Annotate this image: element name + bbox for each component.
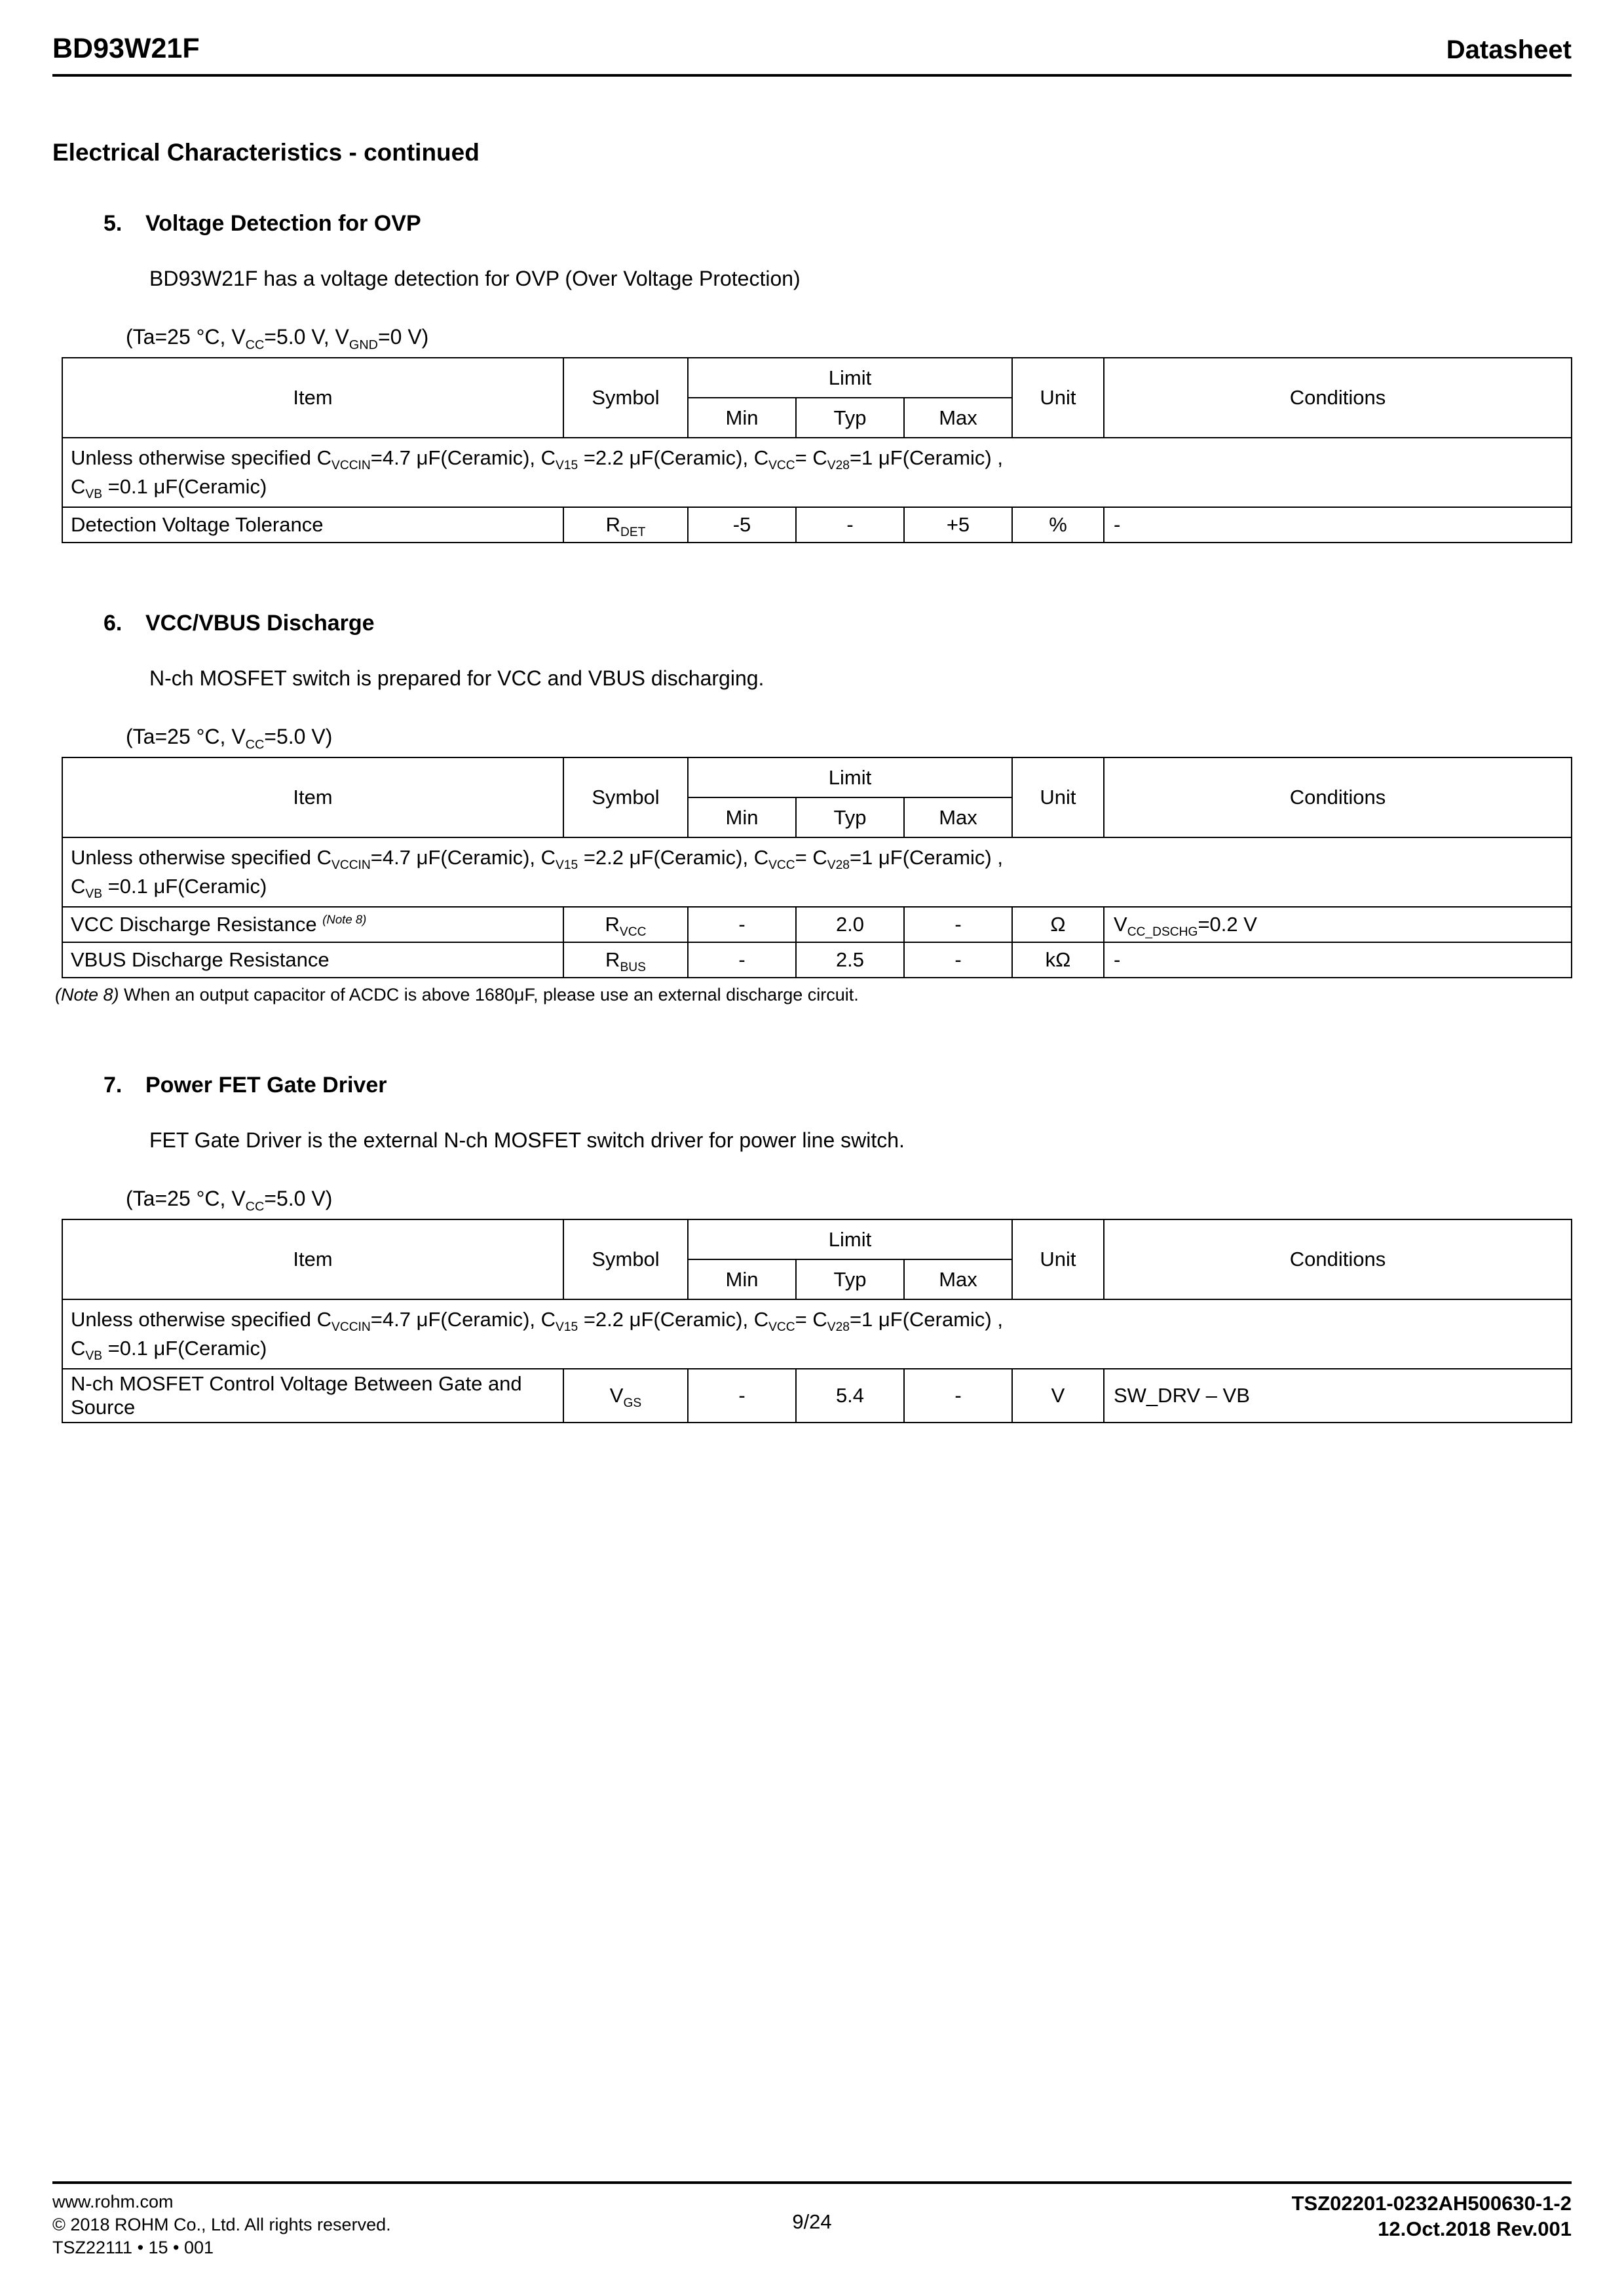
unless-otherwise-row [62,1299,1572,1369]
table-row [62,1369,1572,1423]
footer-url: www.rohm.com [52,2192,174,2211]
col-header-conditions: Conditions [1104,1219,1572,1299]
page-title: Electrical Characteristics - continued [52,139,480,166]
section-title: VCC/VBUS Discharge [145,611,375,636]
col-header-max: Max [904,797,1012,837]
spec-table-gate-driver [62,1219,1572,1423]
test-condition: (Ta=25 °C, $V_{CC}=5.0$ V, $V_{GND}=0$ V) [126,325,429,353]
unless-otherwise-row [62,837,1572,907]
col-header-unit: Unit [1012,358,1104,438]
col-header-unit: Unit [1012,757,1104,837]
footer-right-block [1292,2191,1572,2242]
cell-min: - [688,1369,796,1423]
cell-min: -5 [688,507,796,543]
footer-doc-code: TSZ22111 • 15 • 001 [52,2238,214,2257]
cell-max: +5 [904,507,1012,543]
col-header-min: Min [688,797,796,837]
spec-table-ovp [62,357,1572,543]
section-number: 5. [104,211,123,236]
cell-max: - [904,1369,1012,1423]
cell-conditions: $V_{CC\_DSCHG}=0.2$ V [1104,907,1572,942]
col-header-limit: Limit [688,1219,1012,1259]
section-vcc-vbus-discharge [52,611,1572,1005]
cell-conditions: - [1104,942,1572,978]
unless-line1: Unless otherwise specified $C_{VCCIN}=4.7$ μF(Ceramic), $C_{V15} =2.2$ μF(Ceramic), $C_{VCC}= C_{V28}=1$ μF(Ceramic) , [71,1308,1003,1335]
section-description: BD93W21F has a voltage detection for OVP (Over Voltage Protection) [149,267,801,290]
section-heading [104,1073,1572,1098]
page-footer [52,2181,1572,2259]
section-title: Power FET Gate Driver [145,1073,387,1098]
unless-line2: $C_{VB} =0.1$ μF(Ceramic) [71,875,267,902]
spec-table-discharge [62,757,1572,978]
section-number: 6. [104,611,123,636]
footer-left-block [52,2191,391,2259]
section-heading [104,611,1572,636]
cell-item: Detection Voltage Tolerance [62,507,563,543]
col-header-min: Min [688,1259,796,1299]
col-header-item: Item [62,358,563,438]
cell-typ: - [796,507,904,543]
test-condition: (Ta=25 °C, $V_{CC}=5.0$ V) [126,725,333,752]
col-header-symbol: Symbol [563,358,688,438]
cell-unit: Ω [1012,907,1104,942]
unless-otherwise-row [62,438,1572,507]
cell-typ: 5.4 [796,1369,904,1423]
col-header-max: Max [904,1259,1012,1299]
col-header-typ: Typ [796,1259,904,1299]
unless-line1: Unless otherwise specified $C_{VCCIN}=4.7$ μF(Ceramic), $C_{V15} =2.2$ μF(Ceramic), $C_{VCC}= C_{V28}=1$ μF(Ceramic) , [71,846,1003,873]
col-header-item: Item [62,757,563,837]
col-header-typ: Typ [796,797,904,837]
cell-conditions: SW_DRV – VB [1104,1369,1572,1423]
col-header-max: Max [904,398,1012,438]
col-header-unit: Unit [1012,1219,1104,1299]
test-condition: (Ta=25 °C, $V_{CC}=5.0$ V) [126,1187,333,1214]
col-header-limit: Limit [688,358,1012,398]
cell-unit: kΩ [1012,942,1104,978]
cell-item: VCC Discharge Resistance $^{(Note 8)}$ [62,907,563,942]
col-header-min: Min [688,398,796,438]
table-row [62,942,1572,978]
cell-max: - [904,907,1012,942]
unless-line2: $C_{VB} =0.1$ μF(Ceramic) [71,475,267,502]
section-title: Voltage Detection for OVP [145,211,421,236]
col-header-limit: Limit [688,757,1012,797]
footer-copyright: © 2018 ROHM Co., Ltd. All rights reserved. [52,2215,391,2234]
cell-symbol: $R_{BUS}$ [563,942,688,978]
section-description: N-ch MOSFET switch is prepared for VCC and VBUS discharging. [149,666,765,690]
page-number: 9/24 [792,2210,832,2233]
cell-conditions: - [1104,507,1572,543]
cell-symbol: $R_{DET}$ [563,507,688,543]
cell-min: - [688,907,796,942]
cell-unit: V [1012,1369,1104,1423]
unless-line1: Unless otherwise specified $C_{VCCIN}=4.7$ μF(Ceramic), $C_{V15} =2.2$ μF(Ceramic), $C_{VCC}= C_{V28}=1$ μF(Ceramic) , [71,446,1003,473]
cell-item: N-ch MOSFET Control Voltage Between Gate and Source [62,1369,563,1423]
cell-min: - [688,942,796,978]
col-header-item: Item [62,1219,563,1299]
cell-symbol: $V_{GS}$ [563,1369,688,1423]
footer-revision: 12.Oct.2018 Rev.001 [1378,2217,1572,2240]
doc-title: BD93W21F [52,33,200,64]
col-header-conditions: Conditions [1104,358,1572,438]
section-voltage-detection-ovp [52,211,1572,543]
section-power-fet-gate-driver [52,1073,1572,1423]
cell-typ: 2.0 [796,907,904,942]
page-header [52,33,1572,77]
table-row [62,507,1572,543]
cell-unit: % [1012,507,1104,543]
doc-type-label: Datasheet [1446,35,1572,64]
cell-typ: 2.5 [796,942,904,978]
cell-symbol: $R_{VCC}$ [563,907,688,942]
col-header-symbol: Symbol [563,1219,688,1299]
section-number: 7. [104,1073,123,1098]
footnote-note8 [55,985,1572,1005]
table-row [62,907,1572,942]
section-description: FET Gate Driver is the external N-ch MOSFET switch driver for power line switch. [149,1128,905,1152]
col-header-conditions: Conditions [1104,757,1572,837]
footnote-label: (Note 8) [55,985,119,1004]
footer-ref-number: TSZ02201-0232AH500630-1-2 [1291,2192,1572,2215]
cell-max: - [904,942,1012,978]
unless-line2: $C_{VB} =0.1$ μF(Ceramic) [71,1337,267,1364]
col-header-typ: Typ [796,398,904,438]
cell-item: VBUS Discharge Resistance [62,942,563,978]
footnote-text: When an output capacitor of ACDC is above 1680μF, please use an external discharge circuit. [119,985,859,1004]
section-heading [104,211,1572,237]
col-header-symbol: Symbol [563,757,688,837]
